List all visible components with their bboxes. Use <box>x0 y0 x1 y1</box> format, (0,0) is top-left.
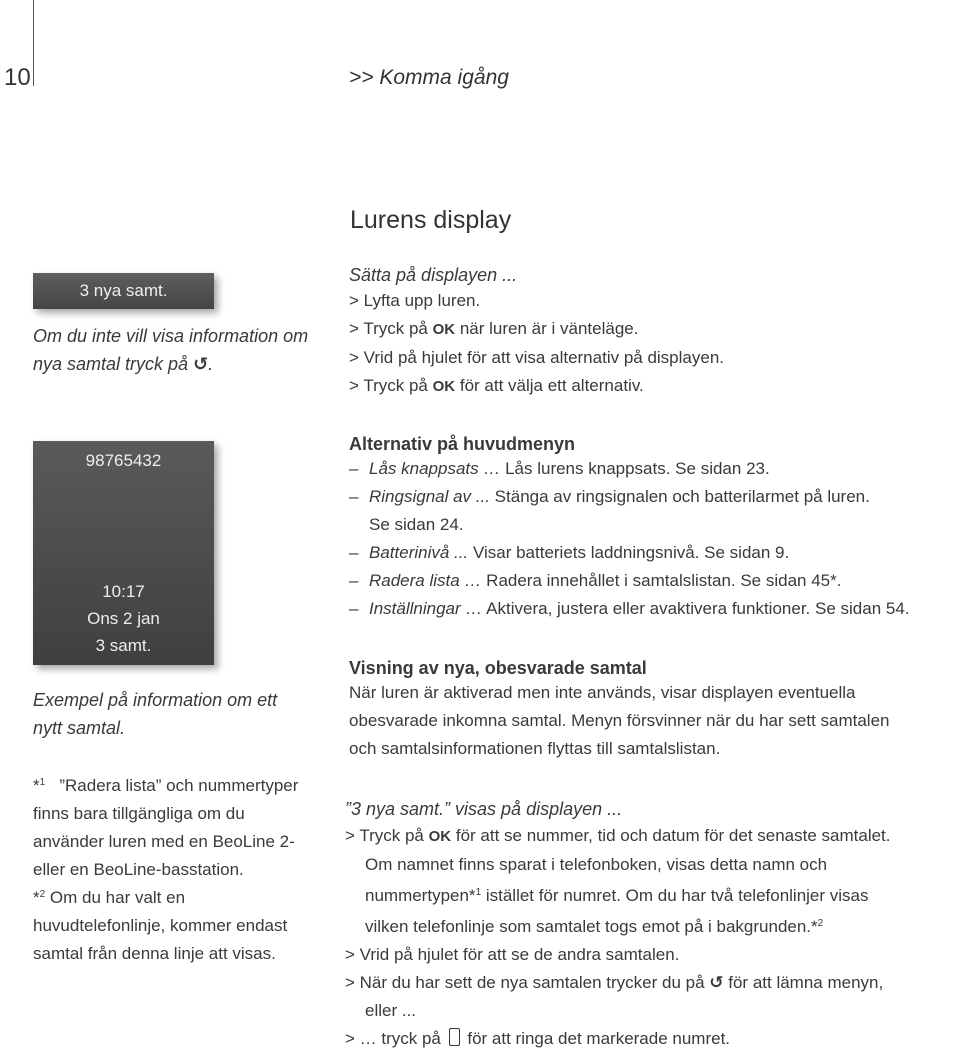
back-arrow-icon: ↺ <box>193 354 209 374</box>
menu-item-continued: Se sidan 24. <box>369 515 464 534</box>
shown-section: ”3 nya samt.” visas på displayen ... > Tryck på OK för att se nummer, tid och datum för det senaste samtalet. Om namnet finns sparat i telefonboken, visas detta namn och nummertypen*$^1$ istället för numret. Om du har två telefonlinjer visas vilken telefonlinje som samtalet togs emot på i bakgrunden.*$^2$ > Vrid på hjulet för att se de andra samtalen. > När du har sett de nya samtalen trycker du på ↺ för att lämna menyn, eller ... > … tryck på för att ringa det markerade numret. <box>345 799 891 1053</box>
setup-step: > Lyfta upp luren. <box>349 291 481 310</box>
menu-item: – Ringsignal av ... Stänga av ringsignalen och batterilarmet på luren. <box>349 487 870 506</box>
screen-calls: 3 samt. <box>95 636 152 655</box>
screen-time: 10:17 <box>102 582 145 601</box>
screen-missed-calls-text: 3 nya samt. <box>79 281 168 300</box>
menu-item: – Batterinivå ... Visar batteriets laddningsnivå. Se sidan 9. <box>349 543 790 562</box>
shown-step: > Tryck på OK för att se nummer, tid och datum för det senaste samtalet. <box>345 826 891 845</box>
menu-item: – Lås knappsats … Lås lurens knappsats. Se sidan 23. <box>349 459 770 478</box>
shown-step: > … tryck på för att ringa det markerade numret. <box>345 1029 731 1048</box>
back-arrow-icon: ↺ <box>709 973 724 992</box>
setup-step: > Vrid på hjulet för att visa alternativ på displayen. <box>349 348 724 367</box>
shown-heading: ”3 nya samt.” visas på displayen ... <box>345 799 623 819</box>
screen-date: Ons 2 jan <box>87 609 160 628</box>
ok-key: OK <box>428 828 452 845</box>
page-number: 10 <box>4 64 31 91</box>
ok-key: OK <box>432 378 456 395</box>
menu-section <box>349 434 910 623</box>
section-header: >> Komma igång <box>349 66 509 89</box>
footnote-2: *$^2$ Om du har valt en huvudtelefonlinje, kommer endast samtal från denna linje att visas. <box>33 888 288 963</box>
display-screen-small <box>33 273 214 309</box>
setup-step: > Tryck på OK för att välja ett alternativ. <box>349 376 644 395</box>
menu-item: – Inställningar … Aktivera, justera eller avaktivera funktioner. Se sidan 54. <box>349 599 910 618</box>
display-screen-large <box>33 441 214 665</box>
page-title: Lurens display <box>350 206 512 234</box>
margin-rule <box>33 0 34 86</box>
menu-item: – Radera lista … Radera innehållet i samtalslistan. Se sidan 45*. <box>349 571 842 590</box>
setup-step: > Tryck på OK när luren är i vänteläge. <box>349 319 639 338</box>
menu-heading: Alternativ på huvudmenyn <box>349 434 576 454</box>
setup-section <box>349 265 724 401</box>
talk-key-icon <box>449 1028 460 1046</box>
missed-heading: Visning av nya, obesvarade samtal <box>349 658 647 678</box>
caption-example: Exempel på information om ett nytt samtal. <box>33 690 278 738</box>
shown-step: > Vrid på hjulet för att se de andra samtalen. <box>345 945 680 964</box>
setup-heading: Sätta på displayen ... <box>349 265 518 285</box>
screen-number: 98765432 <box>85 451 162 470</box>
caption-hide-info: Om du inte vill visa information om nya samtal tryck på ↺. <box>33 322 308 378</box>
missed-calls-section: Visning av nya, obesvarade samtal När luren är aktiverad men inte används, visar displayen eventuella obesvarade inkomna samtal. Menyn försvinner när du har sett samtalen och samtalsinformationen flyttas till samtalslistan. <box>349 658 890 758</box>
footnote-1: *$^1$ ”Radera lista” och nummertyper finns bara tillgängliga om du använder luren med en BeoLine 2- eller en BeoLine-basstation. <box>33 776 299 879</box>
ok-key: OK <box>432 321 456 338</box>
shown-step: > När du har sett de nya samtalen trycker du på ↺ för att lämna menyn, <box>345 969 891 997</box>
